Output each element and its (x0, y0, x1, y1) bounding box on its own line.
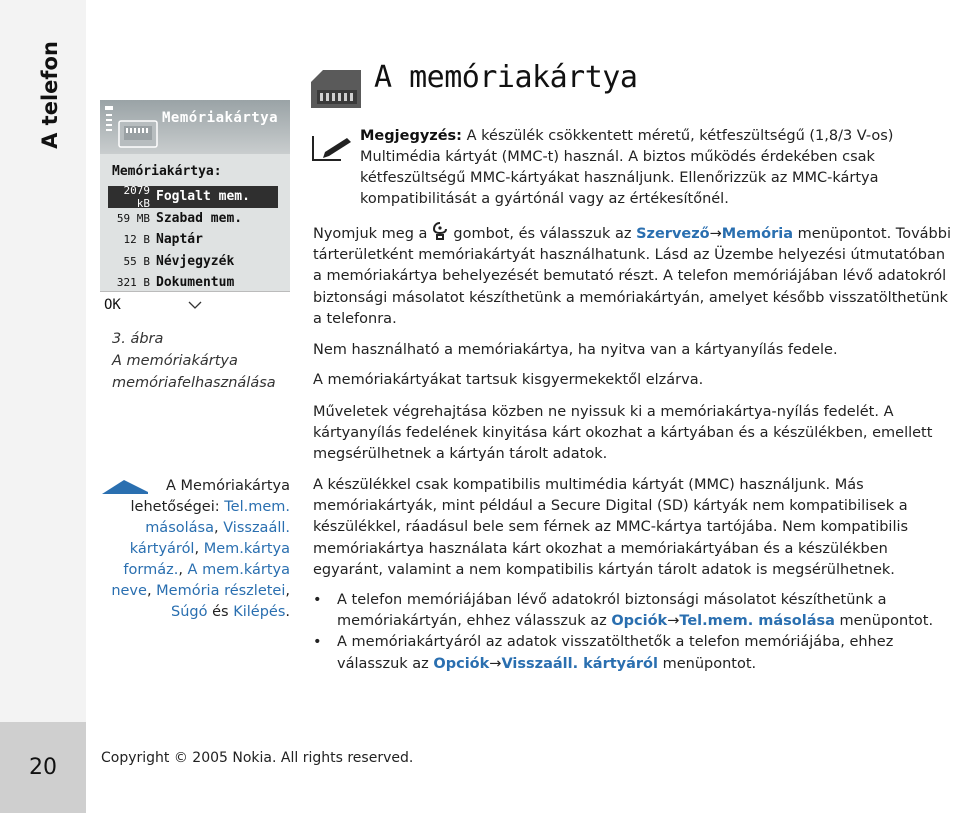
copyright-notice: Copyright © 2005 Nokia. All rights reserved. (101, 750, 414, 766)
phone-memory-list (108, 183, 278, 294)
note-pen-icon (311, 134, 353, 162)
list-item: • A memóriakártyáról az adatok visszatölthetők a telefon memóriájába, ehhez válasszuk az Opciók→Visszaáll. kártyáról menüpontot. (313, 634, 894, 672)
paragraph-warning-children: A memóriakártyákat tartsuk kisgyermekektől elzárva. (313, 372, 704, 388)
bullet-list (313, 590, 953, 675)
memory-card-icon (307, 68, 365, 110)
phone-list-item[interactable]: 321 B Dokumentum (116, 275, 235, 291)
memory-card-icon (118, 120, 158, 148)
page-number: 20 (0, 722, 86, 813)
phone-list-item[interactable]: 59 MB Szabad mem. (116, 210, 243, 226)
phone-title: Memóriakártya (162, 110, 279, 126)
phone-list-item[interactable]: 2079 kB Foglalt mem. (108, 186, 278, 208)
note-block: Megjegyzés: A készülék csökkentett méretű, kétfeszültségű (1,8/3 V-os) Multimédia kártyát (MMC-t) használ. A biztos működés érdekében csak kétfeszültségű MMC-kártyákat használjunk. Ellenőrizzük az MMC-kártya kompatibilitását a gyártónál vagy az értékesítőnél. (360, 128, 894, 207)
paragraph-intro: Nyomjuk meg a gombot, és válasszuk az Szervező→Memória menüpontot. További tárterületként memóriakártyát használhatunk. Lásd az Üzembe helyezési útmutatóban a memóriakártya behelyezését bemutató részt. A telefon memóriájában lévő adatokról biztonsági másolatot készíthetünk a memóriakártyán, amelyet később visszatölthetünk a telefonra. (313, 221, 953, 330)
paragraph-warning-open-slot: Nem használható a memóriakártya, ha nyitva van a kártyanyílás fedele. (313, 342, 838, 358)
ok-softkey[interactable]: OK (104, 297, 121, 313)
phone-list-item[interactable]: 12 B Naptár (123, 232, 203, 248)
phone-list-item[interactable]: 55 B Névjegyzék (123, 253, 235, 269)
section-label: A telefon (38, 41, 62, 149)
menu-key-icon (431, 221, 449, 241)
phone-heading: Memóriakártya: (112, 164, 222, 179)
phone-softkey-bar (100, 291, 290, 320)
page-title: A memóriakártya (374, 60, 638, 95)
margin-tip: A Memóriakártya lehetőségei: Tel.mem. másolása, Visszaáll. kártyáról, Mem.kártya formáz., A mem.kártya neve, Memória részletei, Súgó és Kilépés. (111, 478, 290, 620)
signal-strength-icon (103, 104, 115, 154)
figure-caption: 3. ábra A memóriakártya memóriafelhasználása (112, 331, 276, 391)
paragraph-warning-operation: Műveletek végrehajtása közben ne nyissuk ki a memóriakártya-nyílás fedelét. A kártyanyílás fedelének kinyitása kárt okozhat a kártyában és a készülékben, emellett megsérülhetnek a kártyán tárolt adatok. (313, 404, 933, 463)
list-item: • A telefon memóriájában lévő adatokról biztonsági másolatot készíthetünk a memóriakártyán, ehhez válasszuk az Opciók→Tel.mem. másolása menüpontot. (313, 592, 934, 630)
chevron-down-icon (188, 300, 202, 310)
paragraph-compatibility: A készülékkel csak kompatibilis multimédia kártyát (MMC) használjunk. Más memóriakártyák, mint például a Secure Digital (SD) kártyák nem kompatibilisek a készülékkel, ráadásul bele sem férnek az MMC-kártya tartójába. Nem kompatibilis memóriakártya használata kárt okozhat a memóriakártyában és a készülékben egyaránt, valamint a nem kompatibilis kártyán tárolt adatok is megsérülhetnek. (313, 477, 909, 578)
phone-titlebar (100, 100, 290, 154)
